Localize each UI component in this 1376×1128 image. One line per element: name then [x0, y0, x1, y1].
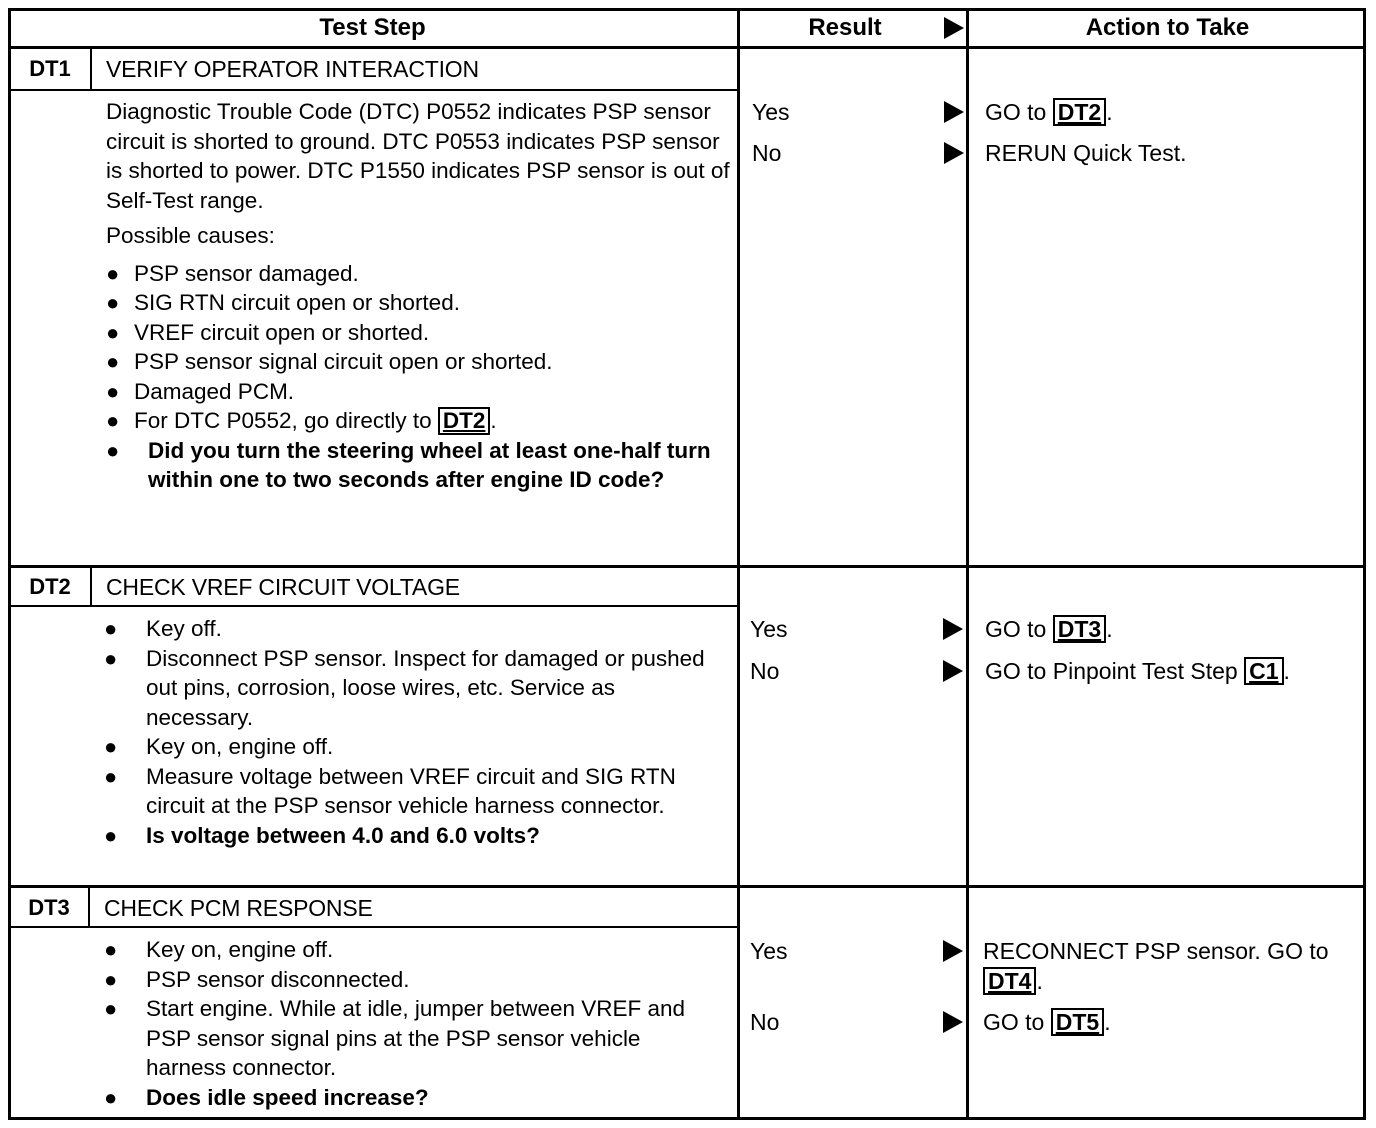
bullet-icon: ●	[106, 290, 120, 315]
bullet-icon: ●	[106, 408, 120, 433]
result-arrow-icon	[943, 1011, 963, 1033]
result-yes-dt3: Yes	[750, 938, 788, 964]
action-yes-dt3: RECONNECT PSP sensor. GO to DT4 .	[983, 938, 1329, 994]
step-title-underline-dt3	[8, 926, 737, 928]
result-arrow-icon	[944, 142, 964, 164]
result-arrow-icon	[944, 101, 964, 123]
step-title-dt3: CHECK PCM RESPONSE	[104, 895, 373, 921]
bullet-icon: ●	[106, 378, 120, 404]
step-question-dt3: ● Does idle speed increase?	[104, 1083, 724, 1113]
result-arrow-icon	[943, 940, 963, 962]
bullet-icon: ●	[106, 260, 120, 286]
step-id-dt1: DT1	[29, 56, 71, 81]
list-item: ● For DTC P0552, go directly to DT2 .	[106, 406, 731, 436]
result-arrow-icon	[943, 660, 963, 682]
bullet-icon: ●	[104, 822, 118, 848]
result-yes-dt2: Yes	[750, 616, 788, 642]
action-yes-dt1: GO to DT2 .	[985, 99, 1113, 125]
list-item: ● Start engine. While at idle, jumper between VREF and PSP sensor signal pins at the PSP sensor vehicle harness connector.	[104, 996, 686, 1080]
result-no-dt1: No	[752, 140, 782, 166]
bullet-icon: ●	[104, 996, 118, 1021]
step-title-underline-dt1	[8, 89, 737, 91]
list-item: ● VREF circuit open or shorted.	[106, 318, 731, 348]
header-result: Result	[808, 14, 882, 41]
action-no-dt3: GO to DT5 .	[983, 1009, 1111, 1035]
bullet-icon: ●	[104, 734, 118, 759]
bullet-icon: ●	[106, 437, 120, 463]
action-yes-dt2: GO to DT3 .	[985, 616, 1113, 642]
result-no-dt2: No	[750, 658, 780, 684]
list-item: ● Measure voltage between VREF circuit and SIG RTN circuit at the PSP sensor vehicle harness connector.	[104, 763, 676, 818]
list-item: ● Key on, engine off.	[104, 935, 724, 965]
list-item: ● PSP sensor damaged.	[106, 259, 731, 289]
step-reference-link[interactable]: DT5	[1051, 1008, 1104, 1036]
bullet-icon: ●	[104, 937, 118, 962]
bullet-icon: ●	[104, 966, 118, 992]
column-divider-action	[966, 8, 969, 1120]
bullet-icon: ●	[104, 645, 118, 671]
action-no-dt2: GO to Pinpoint Test Step C1 .	[985, 658, 1290, 684]
step-intro-dt1: Diagnostic Trouble Code (DTC) P0552 indicates PSP sensor circuit is shorted to ground. DTC P0553 indicates PSP sensor is shorted to power. DTC P1550 indicates PSP sensor is out of Self-Test range.	[106, 99, 730, 213]
list-item: ● SIG RTN circuit open or shorted.	[106, 288, 731, 318]
header-action: Action to Take	[1085, 14, 1250, 41]
step-id-divider-dt3	[88, 888, 90, 927]
header-test-step: Test Step	[319, 14, 426, 41]
bullet-icon: ●	[106, 319, 120, 345]
column-divider-result	[737, 8, 740, 1120]
step-body-dt2	[104, 614, 724, 850]
causes-label: Possible causes:	[106, 223, 275, 248]
step-id-divider-dt1	[90, 49, 92, 90]
row-divider	[8, 565, 1366, 568]
step-id-dt2: DT2	[29, 574, 71, 599]
step-title-underline-dt2	[8, 605, 737, 607]
step-body-dt3	[104, 935, 724, 1112]
step-reference-link[interactable]: DT3	[1053, 615, 1106, 643]
step-id-divider-dt2	[90, 568, 92, 606]
list-item: ● Damaged PCM.	[106, 377, 731, 407]
list-item: ● Key on, engine off.	[104, 732, 724, 762]
step-title-dt2: CHECK VREF CIRCUIT VOLTAGE	[106, 574, 460, 600]
header-divider	[8, 46, 1366, 49]
step-question-dt1: ● Did you turn the steering wheel at least one-half turn within one to two seconds after engine ID code?	[106, 437, 711, 492]
step-reference-link[interactable]: DT2	[1053, 98, 1106, 126]
action-no-dt1: RERUN Quick Test.	[985, 140, 1187, 166]
step-id-dt3: DT3	[28, 895, 70, 920]
bullet-icon: ●	[106, 349, 120, 374]
step-reference-link[interactable]: DT4	[983, 967, 1036, 995]
list-item: ● PSP sensor disconnected.	[104, 965, 724, 995]
bullet-icon: ●	[104, 616, 118, 641]
step-question-dt2: ● Is voltage between 4.0 and 6.0 volts?	[104, 821, 724, 851]
step-reference-link[interactable]: C1	[1244, 657, 1283, 685]
step-title-dt1: VERIFY OPERATOR INTERACTION	[106, 56, 479, 82]
result-no-dt3: No	[750, 1009, 780, 1035]
list-item: ● Key off.	[104, 614, 724, 644]
result-yes-dt1: Yes	[752, 99, 790, 125]
bullet-icon: ●	[104, 1084, 118, 1110]
list-item: ● Disconnect PSP sensor. Inspect for damaged or pushed out pins, corrosion, loose wires, etc. Service as necessary.	[104, 645, 705, 730]
header-arrow-icon	[944, 17, 964, 39]
result-arrow-icon	[943, 618, 963, 640]
list-item: ● PSP sensor signal circuit open or shorted.	[106, 347, 731, 377]
step-body-dt1	[106, 97, 731, 495]
step-reference-link[interactable]: DT2	[438, 407, 491, 435]
bullet-icon: ●	[104, 763, 118, 789]
row-divider	[8, 885, 1366, 888]
